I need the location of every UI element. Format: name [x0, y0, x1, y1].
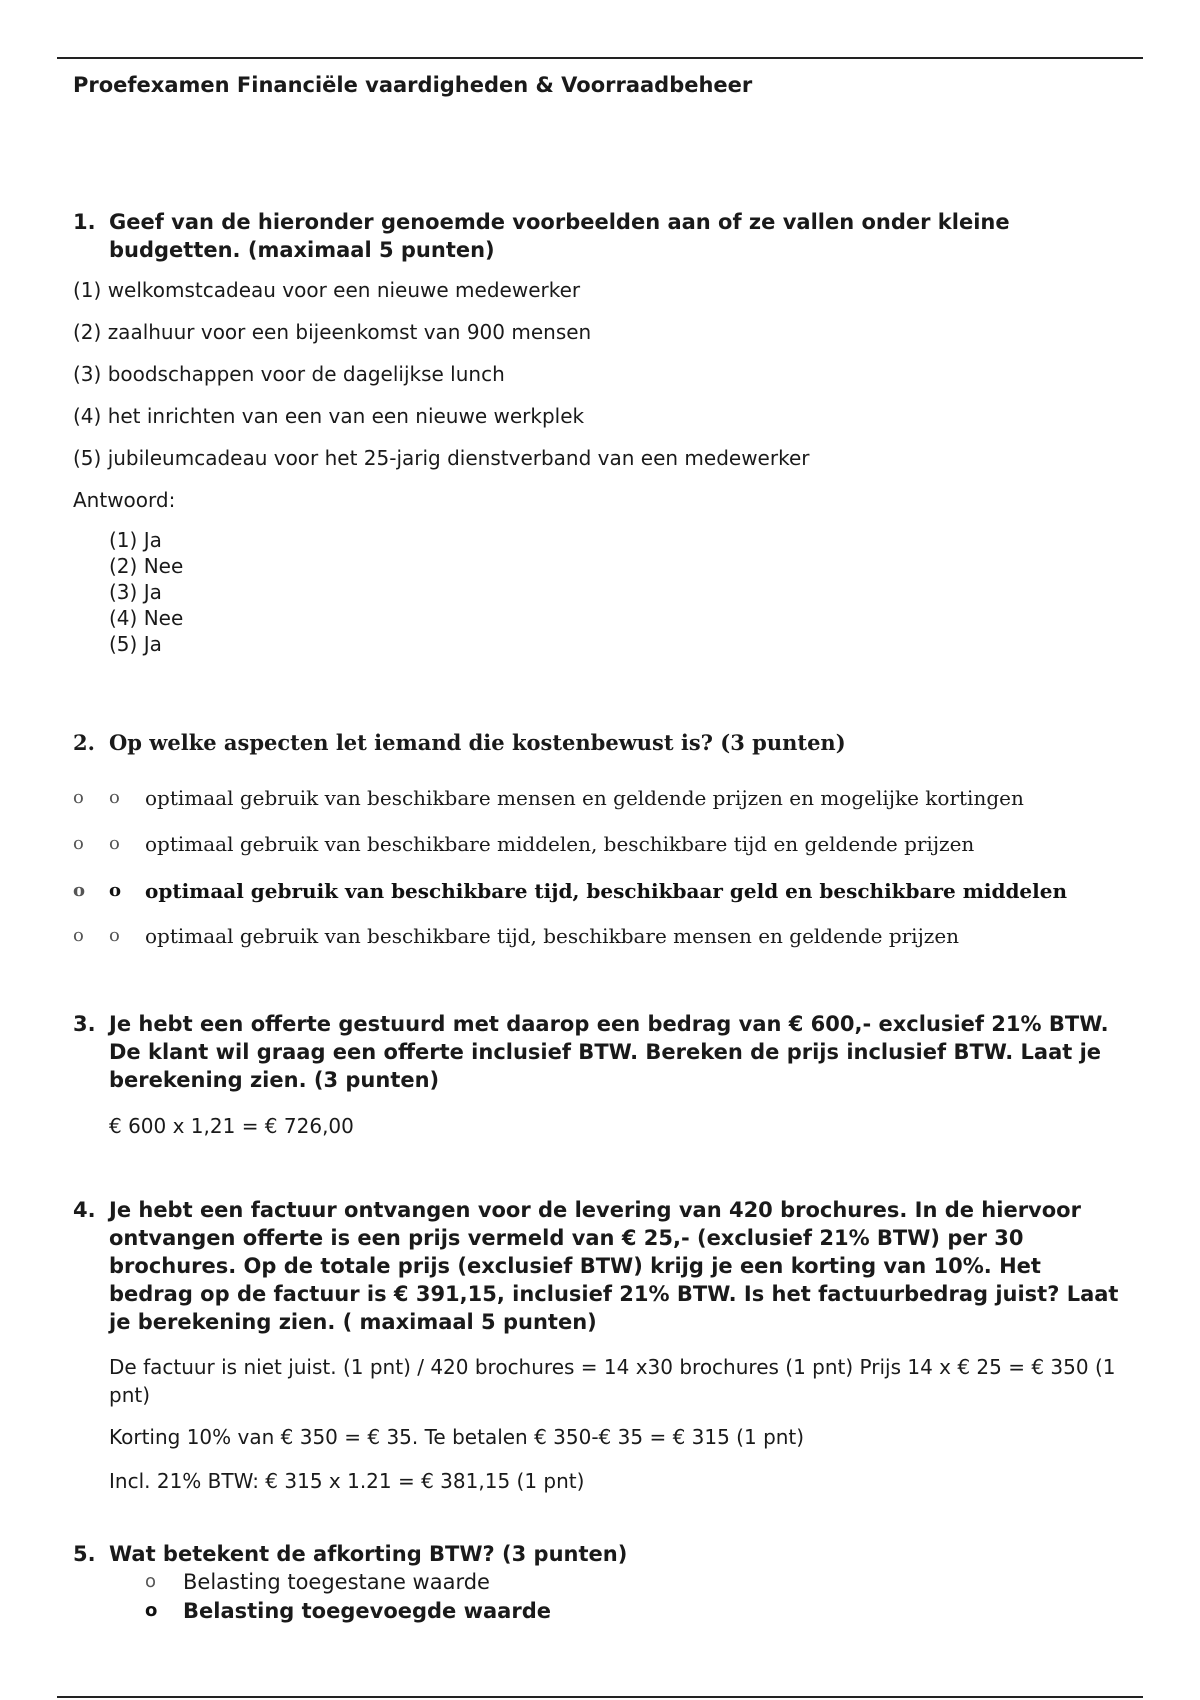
q2-option-2[interactable] [73, 832, 1123, 856]
q3-answer: € 600 x 1,21 = € 726,00 [109, 1114, 354, 1138]
q1-answer: (3) Ja [109, 580, 162, 604]
bullet-icon: o [73, 925, 84, 946]
q1-answer: (5) Ja [109, 632, 162, 656]
question-number: 3. [73, 1012, 96, 1036]
question-5 [73, 1540, 1123, 1568]
q5-option-2-selected[interactable] [73, 1597, 1195, 1625]
question-3-heading [73, 1010, 1123, 1094]
top-rule [57, 57, 1143, 59]
question-number: 2. [73, 730, 95, 755]
option-text: optimaal gebruik van beschikbare mensen en geldende prijzen en mogelijke kortingen [145, 786, 1024, 810]
option-text: optimaal gebruik van beschikbare tijd, beschikbaar geld en beschikbare middelen [145, 879, 1068, 903]
q1-answer-label: Antwoord: [73, 488, 176, 512]
question-4 [73, 1196, 1123, 1336]
bottom-rule [57, 1696, 1143, 1698]
q5-option-1[interactable] [73, 1568, 1195, 1596]
bullet-icon: o [73, 880, 86, 901]
question-1 [73, 208, 1123, 264]
question-1-heading [73, 208, 1123, 264]
q4-answer-3: Incl. 21% BTW: € 315 x 1.21 = € 381,15 (1 pnt) [109, 1469, 585, 1493]
q1-item-2: (2) zaalhuur voor een bijeenkomst van 900 mensen [73, 320, 592, 344]
bullet-icon: o [73, 833, 84, 854]
question-4-heading [73, 1196, 1123, 1336]
q4-answer-2: Korting 10% van € 350 = € 35. Te betalen € 350-€ 35 = € 315 (1 pnt) [109, 1425, 805, 1449]
question-text: Op welke aspecten let iemand die kostenbewust is? (3 punten) [109, 730, 846, 755]
q1-answer-list [109, 527, 1159, 657]
radio-icon: o [109, 925, 120, 946]
option-text: Belasting toegestane waarde [183, 1570, 490, 1594]
question-text: Je hebt een factuur ontvangen voor de levering van 420 brochures. In de hiervoor ontvangen offerte is een prijs vermeld van € 25,- (exclusief 21% BTW) per 30 brochures. Op de totale prijs (exclusief BTW) krijg je een korting van 10%. Het bedrag op de factuur is € 391,15, inclusief 21% BTW. Is het factuurbedrag juist? Laat je berekening zien. ( maximaal 5 punten) [109, 1198, 1119, 1334]
question-5-heading [73, 1540, 1123, 1568]
question-number: 1. [73, 210, 96, 234]
radio-icon: o [109, 787, 120, 808]
question-2-heading [73, 729, 1123, 757]
q4-answer-1: De factuur is niet juist. (1 pnt) / 420 brochures = 14 x30 brochures (1 pnt) Prijs 14 x € 25 = € 350 (1 pnt) [109, 1355, 1116, 1407]
q1-item-3: (3) boodschappen voor de dagelijkse lunch [73, 362, 505, 386]
question-number: 5. [73, 1542, 96, 1566]
radio-selected-icon: o [145, 1600, 158, 1621]
question-text: Geef van de hieronder genoemde voorbeelden aan of ze vallen onder kleine budgetten. (maximaal 5 punten) [109, 210, 1010, 262]
radio-icon: o [109, 833, 120, 854]
q2-option-4[interactable] [73, 924, 1123, 948]
q1-answer: (4) Nee [109, 606, 184, 630]
radio-selected-icon: o [109, 880, 122, 901]
question-3 [73, 1010, 1123, 1094]
option-text: Belasting toegevoegde waarde [183, 1599, 551, 1623]
question-number: 4. [73, 1198, 96, 1222]
question-2 [73, 729, 1123, 757]
document-title: Proefexamen Financiële vaardigheden & Voorraadbeheer [73, 73, 753, 97]
q1-item-4: (4) het inrichten van een van een nieuwe werkplek [73, 404, 585, 428]
q1-answer: (1) Ja [109, 528, 162, 552]
option-text: optimaal gebruik van beschikbare middelen, beschikbare tijd en geldende prijzen [145, 832, 975, 856]
bullet-icon: o [73, 787, 84, 808]
question-text: Je hebt een offerte gestuurd met daarop een bedrag van € 600,- exclusief 21% BTW. De klant wil graag een offerte inclusief BTW. Bereken de prijs inclusief BTW. Laat je berekening zien. (3 punten) [109, 1012, 1109, 1092]
option-text: optimaal gebruik van beschikbare tijd, beschikbare mensen en geldende prijzen [145, 924, 960, 948]
q2-option-3-selected[interactable] [73, 879, 1123, 903]
q1-answer: (2) Nee [109, 554, 184, 578]
q1-item-5: (5) jubileumcadeau voor het 25-jarig dienstverband van een medewerker [73, 446, 810, 470]
q2-option-1[interactable] [73, 786, 1123, 810]
q1-item-1: (1) welkomstcadeau voor een nieuwe medewerker [73, 278, 581, 302]
radio-icon: o [145, 1571, 157, 1592]
question-text: Wat betekent de afkorting BTW? (3 punten) [109, 1542, 628, 1566]
